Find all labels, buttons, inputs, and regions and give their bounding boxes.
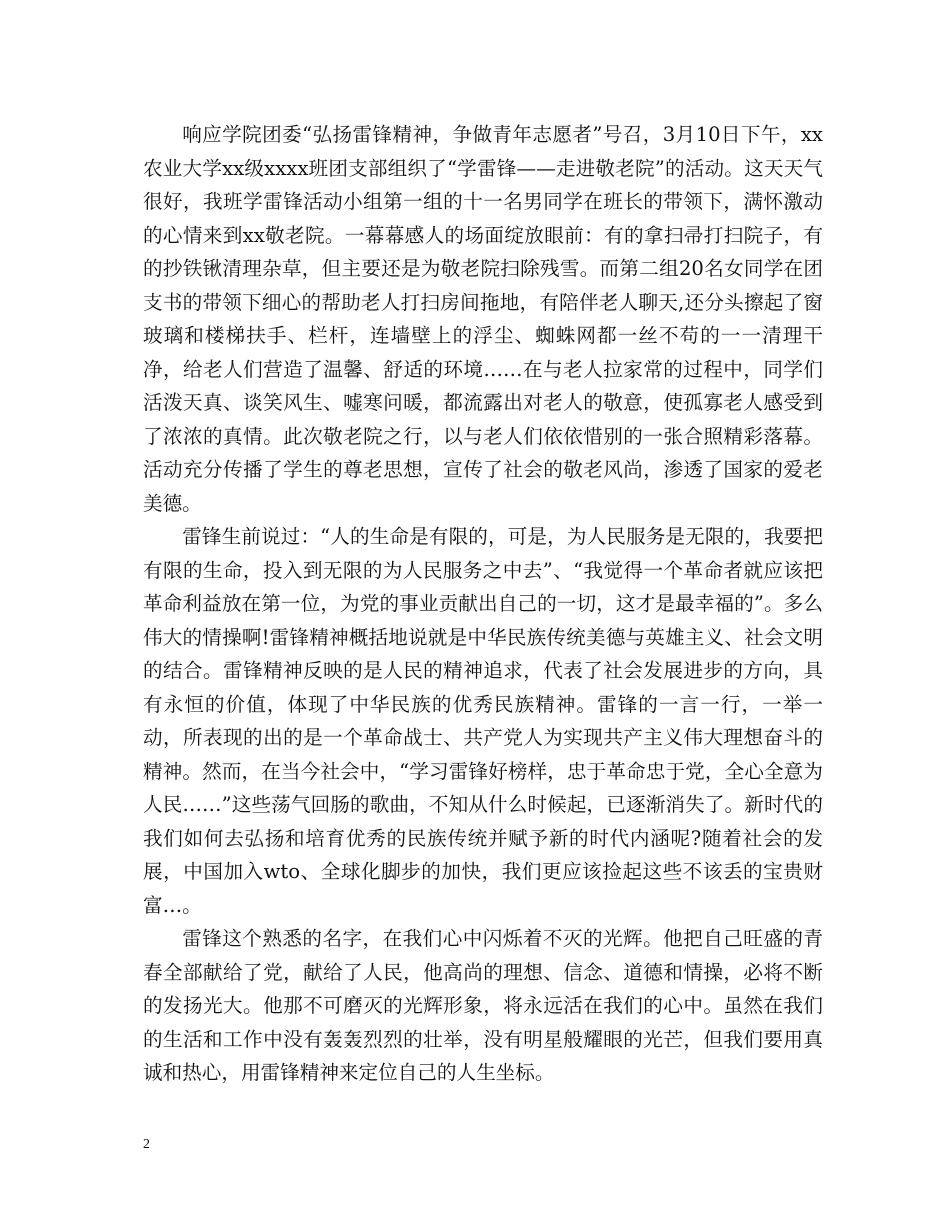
page-number: 2 <box>143 1137 150 1152</box>
paragraph-lei-feng-legacy: 雷锋这个熟悉的名字，在我们心中闪烁着不灭的光辉。他把自己旺盛的青春全部献给了党，献给了人民，他高尚的理想、信念、道德和情操，必将不断的发扬光大。他那不可磨灭的光辉形象，将永远活在我们的心中。虽然在我们的生活和工作中没有轰轰烈烈的壮举，没有明星般耀眼的光芒，但我们要用真诚和热心，用雷锋精神来定位自己的人生坐标。 <box>143 927 823 1084</box>
paragraph-lei-feng-quote: 雷锋生前说过：“人的生命是有限的，可是，为人民服务是无限的，我要把有限的生命，投入到无限的为人民服务之中去”、“我觉得一个革命者就应该把革命利益放在第一位，为党的事业贡献出自己的一切，这才是最幸福的”。多么伟大的情操啊!雷锋精神概括地说就是中华民族传统美德与英雄主义、社会文明的结合。雷锋精神反映的是人民的精神追求，代表了社会发展进步的方向，具有永恒的价值，体现了中华民族的优秀民族精神。雷锋的一言一行，一举一动，所表现的出的是一个革命战士、共产党人为实现共产主义伟大理想奋斗的精神。然而，在当今社会中，“学习雷锋好榜样，忠于革命忠于党，全心全意为人民……”这些荡气回肠的歌曲，不知从什么时候起，已逐渐消失了。新时代的我们如何去弘扬和培育优秀的民族传统并赋予新的时代内涵呢?随着社会的发展，中国加入wto、全球化脚步的加快，我们更应该捡起这些不该丢的宝贵财富…。 <box>143 525 823 917</box>
body-text <box>143 118 823 1090</box>
paragraph-volunteer-activity: 响应学院团委“弘扬雷锋精神，争做青年志愿者”号召，3月10日下午，xx农业大学xx级xxxx班团支部组织了“学雷锋——走进敬老院”的活动。这天天气很好，我班学雷锋活动小组第一组的十一名男同学在班长的带领下，满怀激动的心情来到xx敬老院。一幕幕感人的场面绽放眼前：有的拿扫帚打扫院子，有的抄铁锹清理杂草，但主要还是为敬老院扫除残雪。而第二组20名女同学在团支书的带领下细心的帮助老人打扫房间拖地，有陪伴老人聊天,还分头擦起了窗玻璃和楼梯扶手、栏杆，连墙壁上的浮尘、蜘蛛网都一丝不苟的一一清理干净，给老人们营造了温馨、舒适的环境……在与老人拉家常的过程中，同学们活泼天真、谈笑风生、嘘寒问暖，都流露出对老人的敬意，使孤寡老人感受到了浓浓的真情。此次敬老院之行，以与老人们依依惜别的一张合照精彩落幕。活动充分传播了学生的尊老思想，宣传了社会的敬老风尚，渗透了国家的爱老美德。 <box>143 123 823 515</box>
